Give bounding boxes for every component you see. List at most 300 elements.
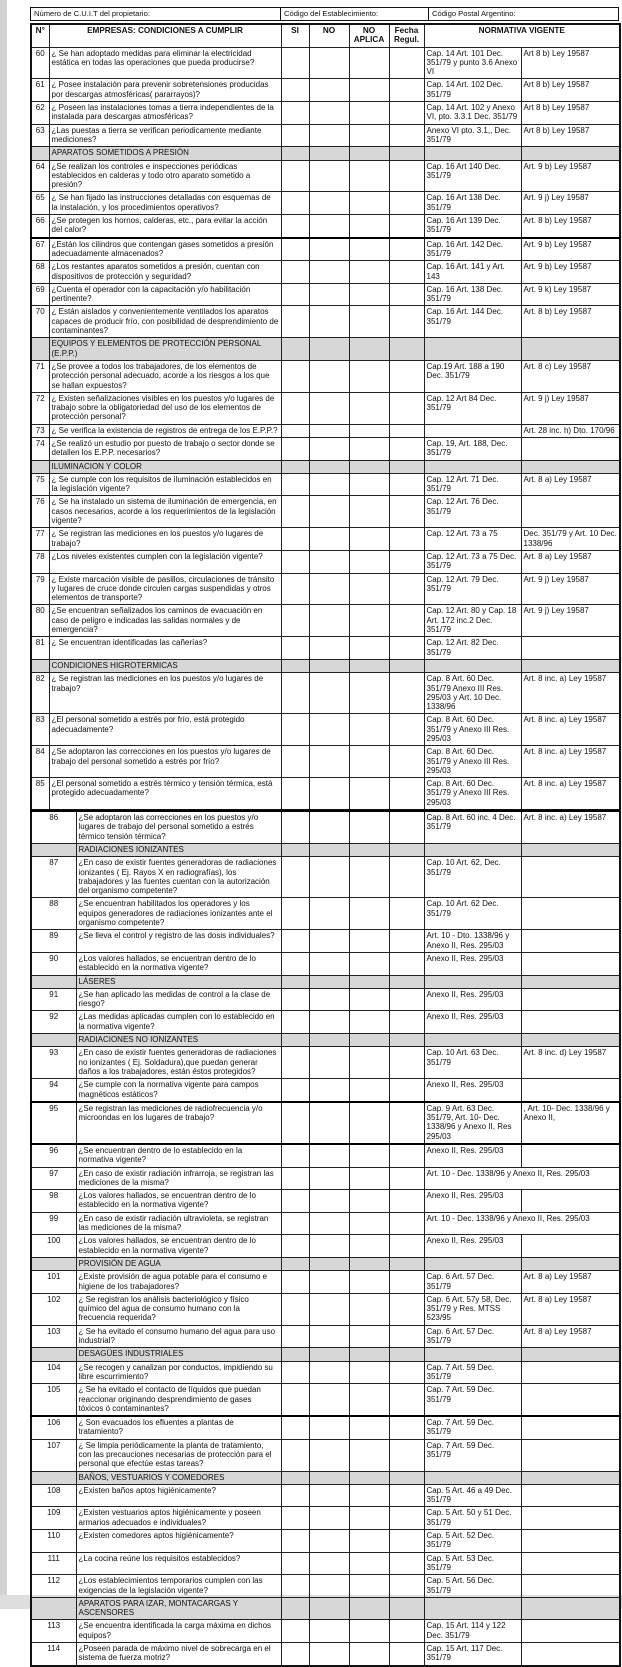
fecha-regul-cell[interactable]	[389, 1484, 424, 1507]
fecha-regul-cell[interactable]	[389, 473, 424, 496]
question-text: ¿El personal sometido a estrés por frío, está protegido adecuadamente?	[49, 714, 281, 746]
si-checkbox-cell[interactable]	[281, 605, 309, 637]
no-aplica-checkbox-cell[interactable]	[349, 1144, 389, 1167]
section-si-cell	[281, 1257, 309, 1270]
no-checkbox-cell[interactable]	[309, 1507, 349, 1530]
si-checkbox-cell[interactable]	[281, 1384, 309, 1416]
fecha-regul-cell[interactable]	[389, 238, 424, 261]
question-row	[31, 1530, 620, 1553]
si-checkbox-cell[interactable]	[281, 952, 309, 975]
row-number: 96	[31, 1144, 76, 1167]
no-aplica-checkbox-cell[interactable]	[349, 215, 389, 238]
no-checkbox-cell[interactable]	[309, 988, 349, 1011]
no-aplica-checkbox-cell[interactable]	[349, 1047, 389, 1079]
si-checkbox-cell[interactable]	[281, 1620, 309, 1643]
row-number: 68	[31, 261, 49, 284]
fecha-regul-cell[interactable]	[389, 778, 424, 810]
question-text: ¿Se provee a todos los trabajadores, de los elementos de protección personal adecuado, acorde a los riesgos a los que se hallan expuestos?	[49, 360, 281, 392]
no-checkbox-cell[interactable]	[309, 1620, 349, 1643]
fecha-regul-cell[interactable]	[389, 898, 424, 930]
no-aplica-checkbox-cell[interactable]	[349, 306, 389, 338]
fecha-regul-cell[interactable]	[389, 1079, 424, 1102]
no-aplica-checkbox-cell[interactable]	[349, 746, 389, 778]
no-aplica-checkbox-cell[interactable]	[349, 261, 389, 284]
no-aplica-checkbox-cell[interactable]	[349, 714, 389, 746]
si-checkbox-cell[interactable]	[281, 496, 309, 528]
fecha-regul-cell[interactable]	[389, 857, 424, 898]
normativa-decreto-cell: Cap. 5 Art. 56 Dec. 351/79	[424, 1575, 521, 1598]
no-checkbox-cell[interactable]	[309, 1643, 349, 1666]
no-aplica-checkbox-cell[interactable]	[349, 1167, 389, 1190]
question-row	[31, 1047, 620, 1079]
no-aplica-checkbox-cell[interactable]	[349, 79, 389, 102]
fecha-regul-cell[interactable]	[389, 811, 424, 843]
fecha-regul-cell[interactable]	[389, 79, 424, 102]
normativa-ley-cell	[521, 1530, 620, 1553]
row-number: 91	[31, 988, 76, 1011]
no-aplica-checkbox-cell[interactable]	[349, 1190, 389, 1213]
si-checkbox-cell[interactable]	[281, 1643, 309, 1666]
fecha-regul-cell[interactable]	[389, 988, 424, 1011]
si-checkbox-cell[interactable]	[281, 1416, 309, 1439]
row-number: 81	[31, 637, 49, 660]
table-header-row	[31, 24, 620, 47]
no-aplica-checkbox-cell[interactable]	[349, 1271, 389, 1294]
question-row	[31, 1293, 620, 1325]
no-aplica-checkbox-cell[interactable]	[349, 392, 389, 424]
no-aplica-checkbox-cell[interactable]	[349, 1293, 389, 1325]
no-checkbox-cell[interactable]	[309, 160, 349, 192]
si-checkbox-cell[interactable]	[281, 306, 309, 338]
no-aplica-checkbox-cell[interactable]	[349, 1416, 389, 1439]
fecha-regul-cell[interactable]	[389, 360, 424, 392]
no-checkbox-cell[interactable]	[309, 437, 349, 460]
no-aplica-checkbox-cell[interactable]	[349, 1507, 389, 1530]
row-number: 95	[31, 1102, 76, 1144]
no-checkbox-cell[interactable]	[309, 573, 349, 605]
question-row	[31, 857, 620, 898]
section-no-cell	[309, 1257, 349, 1270]
no-checkbox-cell[interactable]	[309, 1190, 349, 1213]
section-fecha-cell	[389, 1034, 424, 1047]
normativa-ley-cell: Art. 8 b) Ley 19587	[521, 306, 620, 338]
no-aplica-checkbox-cell[interactable]	[349, 1439, 389, 1471]
no-checkbox-cell[interactable]	[309, 778, 349, 810]
question-text: ¿En caso de existir radiación ultravioleta, se registran las mediciones de la misma?	[76, 1212, 281, 1235]
row-number: 72	[31, 392, 49, 424]
no-checkbox-cell[interactable]	[309, 1271, 349, 1294]
si-checkbox-cell[interactable]	[281, 1507, 309, 1530]
no-checkbox-cell[interactable]	[309, 605, 349, 637]
fecha-regul-cell[interactable]	[389, 437, 424, 460]
normativa-ley-cell	[521, 1643, 620, 1666]
no-aplica-checkbox-cell[interactable]	[349, 496, 389, 528]
no-aplica-checkbox-cell[interactable]	[349, 898, 389, 930]
no-checkbox-cell[interactable]	[309, 1235, 349, 1258]
no-checkbox-cell[interactable]	[309, 392, 349, 424]
section-num-cell	[31, 1471, 76, 1484]
row-number: 63	[31, 124, 49, 147]
si-checkbox-cell[interactable]	[281, 124, 309, 147]
no-checkbox-cell[interactable]	[309, 473, 349, 496]
no-checkbox-cell[interactable]	[309, 496, 349, 528]
no-aplica-checkbox-cell[interactable]	[349, 1384, 389, 1416]
normativa-ley-cell: Art. 8 a) Ley 19587	[521, 1325, 620, 1348]
no-aplica-checkbox-cell[interactable]	[349, 857, 389, 898]
fecha-regul-cell[interactable]	[389, 160, 424, 192]
section-no-cell	[309, 338, 349, 361]
no-checkbox-cell[interactable]	[309, 102, 349, 125]
cuit-label: Número de C.U.I.T del propietario:	[34, 9, 150, 18]
si-checkbox-cell[interactable]	[281, 673, 309, 714]
no-aplica-checkbox-cell[interactable]	[349, 1361, 389, 1384]
no-checkbox-cell[interactable]	[309, 746, 349, 778]
si-checkbox-cell[interactable]	[281, 424, 309, 437]
cuit-field[interactable]	[31, 8, 281, 20]
fecha-regul-cell[interactable]	[389, 192, 424, 215]
no-checkbox-cell[interactable]	[309, 1212, 349, 1235]
fecha-regul-cell[interactable]	[389, 1047, 424, 1079]
si-checkbox-cell[interactable]	[281, 988, 309, 1011]
no-aplica-checkbox-cell[interactable]	[349, 1102, 389, 1144]
section-normativa-cell	[424, 659, 521, 672]
no-aplica-checkbox-cell[interactable]	[349, 811, 389, 843]
fecha-regul-cell[interactable]	[389, 930, 424, 953]
no-checkbox-cell[interactable]	[309, 1047, 349, 1079]
no-checkbox-cell[interactable]	[309, 811, 349, 843]
si-checkbox-cell[interactable]	[281, 550, 309, 573]
no-aplica-checkbox-cell[interactable]	[349, 573, 389, 605]
si-checkbox-cell[interactable]	[281, 528, 309, 551]
no-checkbox-cell[interactable]	[309, 528, 349, 551]
si-checkbox-cell[interactable]	[281, 392, 309, 424]
si-checkbox-cell[interactable]	[281, 1079, 309, 1102]
si-checkbox-cell[interactable]	[281, 437, 309, 460]
si-checkbox-cell[interactable]	[281, 102, 309, 125]
no-aplica-checkbox-cell[interactable]	[349, 988, 389, 1011]
fecha-regul-cell[interactable]	[389, 1552, 424, 1575]
postal-field[interactable]	[429, 8, 618, 20]
question-row	[31, 392, 620, 424]
section-row	[31, 460, 620, 473]
question-row	[31, 1507, 620, 1530]
no-checkbox-cell[interactable]	[309, 1552, 349, 1575]
si-checkbox-cell[interactable]	[281, 1047, 309, 1079]
no-checkbox-cell[interactable]	[309, 637, 349, 660]
col-header-num: N°	[31, 24, 49, 47]
question-text: ¿ Se ha evitado el contacto de líquidos que puedan reaccionar originando desprendimiento de gases tóxicos ó contaminantes?	[76, 1384, 281, 1416]
si-checkbox-cell[interactable]	[281, 1293, 309, 1325]
no-aplica-checkbox-cell[interactable]	[349, 1325, 389, 1348]
si-checkbox-cell[interactable]	[281, 714, 309, 746]
no-aplica-checkbox-cell[interactable]	[349, 360, 389, 392]
si-checkbox-cell[interactable]	[281, 1190, 309, 1213]
si-checkbox-cell[interactable]	[281, 1011, 309, 1034]
normativa-decreto-cell: Cap. 16 Art 140 Dec. 351/79	[424, 160, 521, 192]
section-ley-cell	[521, 1034, 620, 1047]
no-checkbox-cell[interactable]	[309, 1416, 349, 1439]
normativa-ley-cell: Art. 8 a) Ley 19587	[521, 550, 620, 573]
normativa-decreto-cell: Cap. 8 Art. 60 Dec. 351/79 y Anexo III Res. 295/03	[424, 746, 521, 778]
si-checkbox-cell[interactable]	[281, 79, 309, 102]
fecha-regul-cell[interactable]	[389, 1271, 424, 1294]
si-checkbox-cell[interactable]	[281, 261, 309, 284]
si-checkbox-cell[interactable]	[281, 1530, 309, 1553]
no-aplica-checkbox-cell[interactable]	[349, 930, 389, 953]
fecha-regul-cell[interactable]	[389, 1167, 424, 1190]
section-row	[31, 1034, 620, 1047]
fecha-regul-cell[interactable]	[389, 306, 424, 338]
no-checkbox-cell[interactable]	[309, 1144, 349, 1167]
si-checkbox-cell[interactable]	[281, 283, 309, 306]
fecha-regul-cell[interactable]	[389, 1530, 424, 1553]
no-checkbox-cell[interactable]	[309, 79, 349, 102]
establecimiento-field[interactable]	[281, 8, 429, 20]
section-ley-cell	[521, 659, 620, 672]
no-checkbox-cell[interactable]	[309, 1439, 349, 1471]
question-text: ¿Se realizan los controles e inspecciones periódicas establecidos en calderas y todo otro aparato sometido a presión?	[49, 160, 281, 192]
no-checkbox-cell[interactable]	[309, 550, 349, 573]
question-text: ¿Los niveles existentes cumplen con la legislación vigente?	[49, 550, 281, 573]
si-checkbox-cell[interactable]	[281, 573, 309, 605]
no-aplica-checkbox-cell[interactable]	[349, 124, 389, 147]
no-checkbox-cell[interactable]	[309, 673, 349, 714]
no-aplica-checkbox-cell[interactable]	[349, 550, 389, 573]
fecha-regul-cell[interactable]	[389, 1620, 424, 1643]
no-aplica-checkbox-cell[interactable]	[349, 1620, 389, 1643]
no-checkbox-cell[interactable]	[309, 930, 349, 953]
fecha-regul-cell[interactable]	[389, 1102, 424, 1144]
si-checkbox-cell[interactable]	[281, 473, 309, 496]
si-checkbox-cell[interactable]	[281, 1271, 309, 1294]
fecha-regul-cell[interactable]	[389, 1384, 424, 1416]
no-checkbox-cell[interactable]	[309, 898, 349, 930]
fecha-regul-cell[interactable]	[389, 1439, 424, 1471]
no-aplica-checkbox-cell[interactable]	[349, 673, 389, 714]
no-checkbox-cell[interactable]	[309, 1530, 349, 1553]
no-checkbox-cell[interactable]	[309, 857, 349, 898]
si-checkbox-cell[interactable]	[281, 160, 309, 192]
no-aplica-checkbox-cell[interactable]	[349, 1079, 389, 1102]
si-checkbox-cell[interactable]	[281, 1552, 309, 1575]
si-checkbox-cell[interactable]	[281, 1439, 309, 1471]
no-aplica-checkbox-cell[interactable]	[349, 1552, 389, 1575]
no-checkbox-cell[interactable]	[309, 1167, 349, 1190]
si-checkbox-cell[interactable]	[281, 1212, 309, 1235]
si-checkbox-cell[interactable]	[281, 1325, 309, 1348]
fecha-regul-cell[interactable]	[389, 261, 424, 284]
no-checkbox-cell[interactable]	[309, 1011, 349, 1034]
fecha-regul-cell[interactable]	[389, 1325, 424, 1348]
no-checkbox-cell[interactable]	[309, 47, 349, 79]
no-aplica-checkbox-cell[interactable]	[349, 437, 389, 460]
si-checkbox-cell[interactable]	[281, 1102, 309, 1144]
si-checkbox-cell[interactable]	[281, 746, 309, 778]
fecha-regul-cell[interactable]	[389, 1144, 424, 1167]
row-number: 87	[31, 857, 76, 898]
row-number: 86	[31, 811, 76, 843]
no-aplica-checkbox-cell[interactable]	[349, 1575, 389, 1598]
si-checkbox-cell[interactable]	[281, 811, 309, 843]
row-number: 98	[31, 1190, 76, 1213]
no-aplica-checkbox-cell[interactable]	[349, 1212, 389, 1235]
question-text: ¿Las puestas a tierra se verifican periodicamente mediante mediciones?	[49, 124, 281, 147]
no-aplica-checkbox-cell[interactable]	[349, 528, 389, 551]
no-aplica-checkbox-cell[interactable]	[349, 192, 389, 215]
fecha-regul-cell[interactable]	[389, 1235, 424, 1258]
no-aplica-checkbox-cell[interactable]	[349, 605, 389, 637]
si-checkbox-cell[interactable]	[281, 47, 309, 79]
question-text: ¿Se adoptaron las correcciones en los puestos y/o lugares de trabajo del personal sometido a estrés térmico tensión térmica?	[76, 811, 281, 843]
no-checkbox-cell[interactable]	[309, 952, 349, 975]
fecha-regul-cell[interactable]	[389, 1190, 424, 1213]
fecha-regul-cell[interactable]	[389, 1212, 424, 1235]
no-checkbox-cell[interactable]	[309, 306, 349, 338]
si-checkbox-cell[interactable]	[281, 778, 309, 810]
normativa-decreto-cell: Cap. 5 Art. 52 Dec. 351/79	[424, 1530, 521, 1553]
no-aplica-checkbox-cell[interactable]	[349, 47, 389, 79]
no-checkbox-cell[interactable]	[309, 424, 349, 437]
no-checkbox-cell[interactable]	[309, 1102, 349, 1144]
question-row	[31, 192, 620, 215]
fecha-regul-cell[interactable]	[389, 673, 424, 714]
question-row	[31, 1384, 620, 1416]
no-aplica-checkbox-cell[interactable]	[349, 283, 389, 306]
fecha-regul-cell[interactable]	[389, 528, 424, 551]
question-row	[31, 1235, 620, 1258]
si-checkbox-cell[interactable]	[281, 1484, 309, 1507]
identification-bar	[30, 7, 619, 21]
no-aplica-checkbox-cell[interactable]	[349, 160, 389, 192]
normativa-decreto-cell: Cap. 12 Art. 73 a 75	[424, 528, 521, 551]
fecha-regul-cell[interactable]	[389, 102, 424, 125]
no-aplica-checkbox-cell[interactable]	[349, 1235, 389, 1258]
question-row	[31, 550, 620, 573]
section-header: ILUMINACION Y COLOR	[49, 460, 281, 473]
normativa-ley-cell	[521, 637, 620, 660]
fecha-regul-cell[interactable]	[389, 215, 424, 238]
fecha-regul-cell[interactable]	[389, 1575, 424, 1598]
si-checkbox-cell[interactable]	[281, 1235, 309, 1258]
section-si-cell	[281, 1471, 309, 1484]
si-checkbox-cell[interactable]	[281, 215, 309, 238]
fecha-regul-cell[interactable]	[389, 1361, 424, 1384]
si-checkbox-cell[interactable]	[281, 192, 309, 215]
si-checkbox-cell[interactable]	[281, 1144, 309, 1167]
fecha-regul-cell[interactable]	[389, 392, 424, 424]
fecha-regul-cell[interactable]	[389, 1643, 424, 1666]
no-checkbox-cell[interactable]	[309, 1575, 349, 1598]
normativa-span-cell: Art. 10 - Dec. 1338/96 y Anexo II, Res. 295/03	[424, 1212, 620, 1235]
no-aplica-checkbox-cell[interactable]	[349, 238, 389, 261]
section-normativa-cell	[424, 1471, 521, 1484]
no-checkbox-cell[interactable]	[309, 215, 349, 238]
fecha-regul-cell[interactable]	[389, 1507, 424, 1530]
no-aplica-checkbox-cell[interactable]	[349, 1530, 389, 1553]
no-checkbox-cell[interactable]	[309, 1293, 349, 1325]
fecha-regul-cell[interactable]	[389, 496, 424, 528]
no-checkbox-cell[interactable]	[309, 124, 349, 147]
normativa-decreto-cell: Cap. 12 Art. 79 Dec. 351/79	[424, 573, 521, 605]
section-ley-cell	[521, 460, 620, 473]
question-row	[31, 360, 620, 392]
row-number: 106	[31, 1416, 76, 1439]
no-aplica-checkbox-cell[interactable]	[349, 102, 389, 125]
fecha-regul-cell[interactable]	[389, 124, 424, 147]
no-aplica-checkbox-cell[interactable]	[349, 1484, 389, 1507]
fecha-regul-cell[interactable]	[389, 1416, 424, 1439]
question-row	[31, 898, 620, 930]
fecha-regul-cell[interactable]	[389, 605, 424, 637]
fecha-regul-cell[interactable]	[389, 47, 424, 79]
no-aplica-checkbox-cell[interactable]	[349, 1011, 389, 1034]
si-checkbox-cell[interactable]	[281, 1575, 309, 1598]
fecha-regul-cell[interactable]	[389, 714, 424, 746]
no-aplica-checkbox-cell[interactable]	[349, 473, 389, 496]
fecha-regul-cell[interactable]	[389, 283, 424, 306]
no-checkbox-cell[interactable]	[309, 261, 349, 284]
no-aplica-checkbox-cell[interactable]	[349, 952, 389, 975]
no-aplica-checkbox-cell[interactable]	[349, 1643, 389, 1666]
normativa-decreto-cell: Cap. 7 Art. 59 Dec. 351/79	[424, 1439, 521, 1471]
no-aplica-checkbox-cell[interactable]	[349, 778, 389, 810]
fecha-regul-cell[interactable]	[389, 952, 424, 975]
section-normativa-cell	[424, 1348, 521, 1361]
normativa-decreto-cell: Cap. 12 Art. 71 Dec. 351/79	[424, 473, 521, 496]
no-checkbox-cell[interactable]	[309, 1325, 349, 1348]
question-text: ¿Se encuentran dentro de lo establecido en la normativa vigente?	[76, 1144, 281, 1167]
section-row	[31, 659, 620, 672]
si-checkbox-cell[interactable]	[281, 1167, 309, 1190]
no-checkbox-cell[interactable]	[309, 714, 349, 746]
fecha-regul-cell[interactable]	[389, 1293, 424, 1325]
no-checkbox-cell[interactable]	[309, 360, 349, 392]
row-number: 82	[31, 673, 49, 714]
section-si-cell	[281, 659, 309, 672]
si-checkbox-cell[interactable]	[281, 898, 309, 930]
si-checkbox-cell[interactable]	[281, 637, 309, 660]
si-checkbox-cell[interactable]	[281, 857, 309, 898]
no-checkbox-cell[interactable]	[309, 1079, 349, 1102]
section-no-aplica-cell	[349, 1034, 389, 1047]
no-checkbox-cell[interactable]	[309, 1384, 349, 1416]
no-aplica-checkbox-cell[interactable]	[349, 424, 389, 437]
section-normativa-cell	[424, 460, 521, 473]
fecha-regul-cell[interactable]	[389, 637, 424, 660]
no-checkbox-cell[interactable]	[309, 192, 349, 215]
fecha-regul-cell[interactable]	[389, 1011, 424, 1034]
section-no-aplica-cell	[349, 1257, 389, 1270]
question-text: ¿ Se limpia periódicamente la planta de tratamiento, con las precauciones necesarias de protección para el personal que efectúe estas tareas?	[76, 1439, 281, 1471]
no-checkbox-cell[interactable]	[309, 238, 349, 261]
row-number: 105	[31, 1384, 76, 1416]
fecha-regul-cell[interactable]	[389, 550, 424, 573]
no-checkbox-cell[interactable]	[309, 1484, 349, 1507]
fecha-regul-cell[interactable]	[389, 424, 424, 437]
normativa-decreto-cell: Cap. 5 Art. 50 y 51 Dec. 351/79	[424, 1507, 521, 1530]
si-checkbox-cell[interactable]	[281, 1361, 309, 1384]
fecha-regul-cell[interactable]	[389, 746, 424, 778]
si-checkbox-cell[interactable]	[281, 930, 309, 953]
fecha-regul-cell[interactable]	[389, 573, 424, 605]
row-number: 112	[31, 1575, 76, 1598]
si-checkbox-cell[interactable]	[281, 360, 309, 392]
no-checkbox-cell[interactable]	[309, 1361, 349, 1384]
no-aplica-checkbox-cell[interactable]	[349, 637, 389, 660]
si-checkbox-cell[interactable]	[281, 238, 309, 261]
no-checkbox-cell[interactable]	[309, 283, 349, 306]
question-text: ¿ Se verifica la existencia de registros de entrega de los E.P.P.?	[49, 424, 281, 437]
